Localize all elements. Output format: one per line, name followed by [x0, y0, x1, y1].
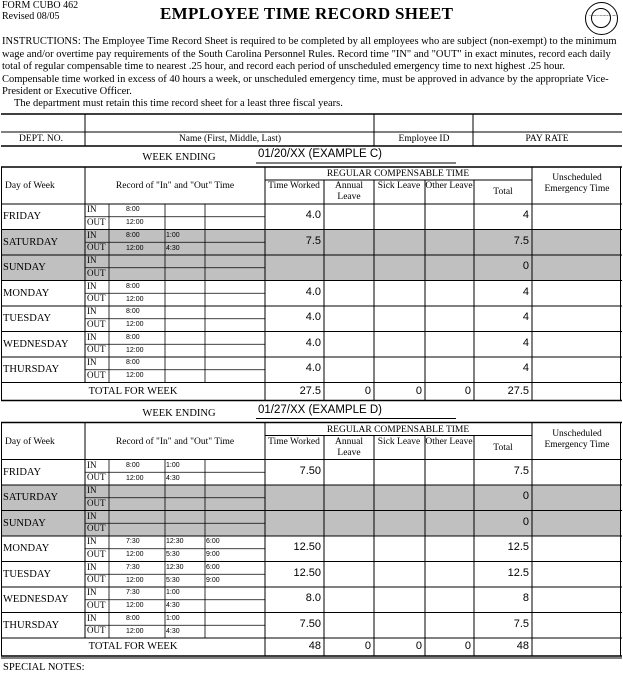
- out-time: 4:30: [166, 627, 180, 635]
- out-time: 9:00: [206, 551, 220, 558]
- time-worked-value: 7.5: [305, 234, 321, 247]
- out-time: 12:00: [126, 576, 144, 584]
- out-time: 12:00: [126, 372, 144, 379]
- week-grand-total: 27.5: [507, 384, 529, 397]
- daily-total-value: 0: [522, 260, 529, 272]
- name-label: Name (First, Middle, Last): [178, 134, 282, 144]
- out-label: OUT: [87, 497, 106, 508]
- day-name: SUNDAY: [3, 262, 46, 273]
- daily-total-value: 4: [522, 285, 529, 298]
- in-time: 7:30: [126, 563, 140, 571]
- dept-no-label: DEPT. NO.: [19, 134, 63, 144]
- time-worked-value: 4.0: [305, 209, 321, 221]
- in-label: IN: [87, 204, 97, 214]
- out-time: 12:00: [126, 295, 144, 303]
- out-time: 12:00: [126, 602, 144, 609]
- day-name: SATURDAY: [3, 492, 59, 503]
- in-time: 1:00: [166, 614, 180, 622]
- university-seal-icon: [585, 2, 618, 35]
- sick-leave-header: Sick Leave: [377, 436, 421, 447]
- day-name: THURSDAY: [3, 364, 60, 375]
- week-worked-total: 27.5: [299, 384, 321, 397]
- daily-total-value: 7.5: [513, 617, 529, 630]
- in-label: IN: [87, 536, 97, 546]
- out-time: 9:00: [206, 576, 220, 584]
- out-label: OUT: [87, 344, 106, 354]
- in-time: 8:00: [126, 231, 140, 239]
- time-worked-value: 7.50: [299, 464, 321, 477]
- out-time: 12:00: [126, 551, 144, 558]
- week-ending-value: 01/20/XX (EXAMPLE C): [258, 148, 382, 160]
- in-time: 1:00: [166, 589, 180, 596]
- out-label: OUT: [87, 293, 106, 303]
- time-worked-header: Time Worked: [268, 181, 320, 191]
- annual-leave-header: Annual Leave: [335, 181, 363, 202]
- in-time: 7:30: [126, 538, 140, 545]
- in-time: 8:00: [126, 282, 140, 290]
- out-label: OUT: [87, 523, 106, 533]
- day-name: MONDAY: [3, 287, 50, 299]
- day-name: TUESDAY: [3, 313, 52, 324]
- out-label: OUT: [87, 548, 106, 559]
- in-time: 8:00: [126, 206, 140, 213]
- day-of-week-header: Day of Week: [5, 436, 55, 447]
- out-time: 12:00: [126, 346, 144, 354]
- total-header: Total: [493, 187, 513, 197]
- in-label: IN: [87, 306, 97, 316]
- out-time: 4:30: [166, 474, 180, 482]
- week-ending-value: 01/27/XX (EXAMPLE D): [258, 403, 382, 416]
- daily-total-value: 12.5: [507, 566, 529, 579]
- in-label: IN: [87, 587, 97, 597]
- day-name: MONDAY: [3, 543, 50, 554]
- form-revision: Revised 08/05: [2, 11, 60, 22]
- out-label: OUT: [87, 216, 106, 227]
- pay-rate-label: PAY RATE: [525, 134, 569, 144]
- out-label: OUT: [87, 574, 106, 584]
- daily-total-value: 8: [522, 592, 529, 604]
- in-time: 6:00: [206, 538, 220, 545]
- out-time: 12:00: [126, 474, 144, 482]
- daily-total-value: 12.5: [507, 541, 529, 553]
- day-name: FRIDAY: [3, 211, 42, 222]
- day-of-week-header: Day of Week: [5, 181, 55, 191]
- in-label: IN: [87, 331, 97, 342]
- week-other-total: 0: [464, 384, 471, 397]
- day-name: THURSDAY: [3, 619, 60, 631]
- daily-total-value: 4: [522, 209, 529, 221]
- time-worked-header: Time Worked: [268, 436, 320, 447]
- time-worked-value: 4.0: [305, 285, 321, 298]
- total-for-week-label: TOTAL FOR WEEK: [88, 385, 178, 397]
- out-time: 12:00: [126, 321, 144, 328]
- day-name: WEDNESDAY: [3, 594, 69, 605]
- out-time: 12:00: [126, 244, 144, 252]
- out-time: 5:30: [166, 551, 180, 558]
- in-label: IN: [87, 280, 97, 291]
- out-time: 5:30: [166, 576, 180, 584]
- in-label: IN: [87, 612, 97, 623]
- time-worked-value: 4.0: [305, 336, 321, 349]
- sick-leave-header: Sick Leave: [377, 181, 421, 191]
- daily-total-value: 7.5: [513, 234, 529, 247]
- total-for-week-label: TOTAL FOR WEEK: [88, 641, 178, 652]
- day-name: SUNDAY: [3, 517, 46, 529]
- in-label: IN: [87, 485, 97, 495]
- in-label: IN: [87, 510, 97, 521]
- employee-id-label: Employee ID: [398, 134, 450, 144]
- time-record-table: [1, 111, 622, 698]
- week-sick-total: 0: [415, 640, 422, 652]
- daily-total-value: 4: [522, 311, 529, 323]
- day-name: SATURDAY: [3, 236, 59, 248]
- in-time: 7:30: [126, 589, 140, 596]
- total-header: Total: [493, 442, 513, 453]
- out-time: 4:30: [166, 602, 180, 609]
- in-time: 12:30: [166, 538, 184, 545]
- in-label: IN: [87, 459, 97, 470]
- week-sick-total: 0: [415, 384, 422, 397]
- time-worked-value: 4.0: [305, 311, 321, 323]
- day-name: FRIDAY: [3, 466, 42, 478]
- daily-total-value: 0: [522, 490, 529, 502]
- out-label: OUT: [87, 599, 106, 610]
- time-worked-value: 7.50: [299, 617, 321, 630]
- time-worked-value: 4.0: [305, 362, 321, 374]
- in-label: IN: [87, 561, 97, 572]
- form-code: [2, 0, 78, 22]
- in-time: 8:00: [126, 308, 140, 315]
- form-number: FORM CUBO 462: [2, 0, 79, 11]
- unscheduled-emergency-header: Unscheduled Emergency Time: [544, 428, 610, 450]
- out-label: OUT: [87, 267, 106, 278]
- out-label: OUT: [87, 318, 106, 329]
- unscheduled-emergency-header: Unscheduled Emergency Time: [544, 173, 610, 194]
- week-grand-total: 48: [516, 640, 529, 652]
- time-worked-value: 8.0: [305, 592, 321, 604]
- out-label: OUT: [87, 625, 106, 635]
- week-worked-total: 48: [308, 640, 321, 652]
- in-time: 8:00: [126, 333, 140, 341]
- in-time: 8:00: [126, 461, 140, 469]
- out-label: OUT: [87, 242, 106, 252]
- other-leave-header: Other Leave: [425, 436, 473, 447]
- retention-note: The department must retain this time record sheet for a least three fiscal years.: [14, 98, 343, 109]
- in-out-record-header: Record of "In" and "Out" Time: [115, 436, 235, 447]
- out-label: OUT: [87, 472, 106, 482]
- instructions-text: INSTRUCTIONS: The Employee Time Record Sheet is required to be completed by all employees who are subject (non-exempt) to the minimum wage and/or overtime pay requirements of the South Carolina Personnel Rules. Record time "IN" and "OUT" in exact minutes, record each daily total of regular compensable time to nearest .25 hour, and record each period of unscheduled emergency time to next highest .25 hour. Compensable time worked in excess of 40 hours a week, or unscheduled emergency time, must be approved in advance by the appropriate Vice-President or Executive Officer.: [2, 36, 617, 97]
- regular-compensable-header: REGULAR COMPENSABLE TIME: [326, 424, 470, 435]
- seal-text: CLEMSON UNIVERSITY 1889: [588, 15, 617, 17]
- annual-leave-header: Annual Leave: [335, 436, 363, 458]
- daily-total-value: 0: [522, 515, 529, 528]
- day-name: WEDNESDAY: [3, 338, 69, 350]
- out-time: 4:30: [166, 244, 180, 252]
- day-name: TUESDAY: [3, 568, 52, 580]
- in-time: 6:00: [206, 563, 220, 571]
- week-annual-total: 0: [364, 384, 371, 397]
- week-other-total: 0: [464, 640, 471, 652]
- other-leave-header: Other Leave: [425, 181, 473, 191]
- in-out-record-header: Record of "In" and "Out" Time: [115, 181, 235, 191]
- in-label: IN: [87, 357, 97, 367]
- out-label: OUT: [87, 369, 106, 380]
- week-ending-label: WEEK ENDING: [142, 152, 216, 163]
- in-label: IN: [87, 229, 97, 240]
- in-time: 1:00: [166, 461, 180, 469]
- in-time: 12:30: [166, 563, 184, 571]
- out-time: 12:00: [126, 219, 144, 226]
- daily-total-value: 4: [522, 362, 529, 374]
- page-title: EMPLOYEE TIME RECORD SHEET: [160, 4, 454, 23]
- in-time: 8:00: [126, 359, 140, 366]
- week-ending-label: WEEK ENDING: [142, 407, 216, 419]
- daily-total-value: 7.5: [513, 464, 529, 477]
- special-notes-label: SPECIAL NOTES:: [3, 662, 85, 673]
- time-worked-value: 12.50: [293, 541, 321, 553]
- time-worked-value: 12.50: [293, 566, 321, 579]
- daily-total-value: 4: [522, 336, 529, 349]
- week-annual-total: 0: [364, 640, 371, 652]
- regular-compensable-header: REGULAR COMPENSABLE TIME: [326, 169, 470, 179]
- out-time: 12:00: [126, 627, 144, 635]
- in-time: 8:00: [126, 614, 140, 622]
- in-time: 1:00: [166, 231, 180, 239]
- in-label: IN: [87, 255, 97, 265]
